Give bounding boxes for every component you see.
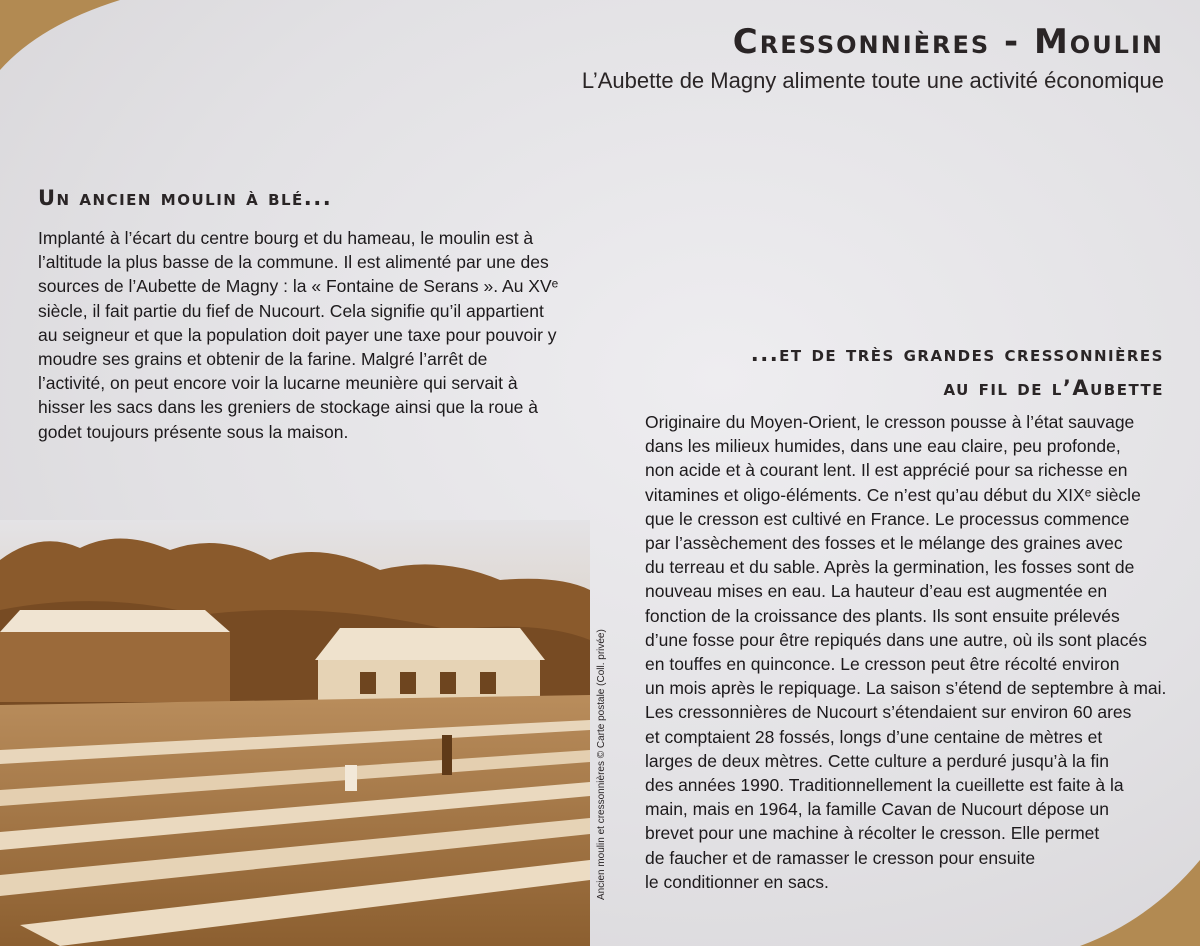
left-text-line: hisser les sacs dans les greniers de stockage ainsi que la roue à — [38, 397, 538, 418]
right-text-line: nouveau mises en eau. La hauteur d’eau est augmentée en — [645, 581, 1108, 602]
right-text-line: des années 1990. Traditionnellement la cueillette est faite à la — [645, 775, 1124, 796]
photo-window — [440, 672, 456, 694]
right-text-line: larges de deux mètres. Cette culture a perduré jusqu’à la fin — [645, 750, 1110, 771]
sepia-photo-mill-watercress — [0, 520, 590, 946]
left-section-text — [38, 226, 583, 444]
left-text-line: au seigneur et que la population doit payer une taxe pour pouvoir y — [38, 324, 557, 345]
page-subtitle: L’Aubette de Magny alimente toute une activité économique — [581, 68, 1164, 93]
photo-window — [360, 672, 376, 694]
right-text-line: vitamines et oligo-éléments. Ce n’est qu’au début du XIXᵉ siècle — [645, 484, 1141, 505]
photo-worker — [345, 765, 357, 791]
right-text-line: brevet pour une machine à récolter le cresson. Elle permet — [645, 823, 1100, 844]
right-section-heading-line1: ...et de très grandes cressonnières — [750, 342, 1164, 366]
left-section-heading: Un ancien moulin à blé... — [38, 186, 333, 210]
photo-credit: Ancien moulin et cressonnières © Carte postale (Coll. privée) — [596, 629, 607, 900]
left-text-line: sources de l’Aubette de Magny : la « Fontaine de Serans ». Au XVᵉ — [38, 276, 559, 297]
photo-window — [400, 672, 416, 694]
right-text-line: de faucher et de ramasser le cresson pour ensuite — [645, 847, 1036, 868]
right-text-line: d’une fosse pour être repiqués dans une autre, où ils sont placés — [645, 629, 1147, 650]
right-section-heading-line2: au fil de l’Aubette — [943, 376, 1164, 400]
right-section-text — [645, 410, 1165, 894]
top-left-corner — [0, 0, 120, 70]
left-text-line: moudre ses grains et obtenir de la farine. Malgré l’arrêt de — [38, 349, 488, 370]
right-text-line: par l’assèchement des fosses et le mélange des graines avec — [645, 533, 1123, 554]
right-text-line: le conditionner en sacs. — [645, 871, 829, 892]
right-text-line: Originaire du Moyen-Orient, le cresson pousse à l’état sauvage — [645, 412, 1135, 432]
page-title: Cressonnières - Moulin — [732, 22, 1164, 62]
right-text-line: en touffes en quinconce. Le cresson peut être récolté environ — [645, 654, 1120, 675]
right-text-line: et comptaient 28 fossés, longs d’une centaine de mètres et — [645, 726, 1103, 747]
left-text-line: siècle, il fait partie du fief de Nucourt. Cela signifie qu’il appartient — [38, 300, 544, 321]
right-text-line: main, mais en 1964, la famille Cavan de Nucourt dépose un — [645, 799, 1110, 820]
left-text-line: Implanté à l’écart du centre bourg et du hameau, le moulin est à — [38, 228, 534, 248]
right-text-line: dans les milieux humides, dans une eau claire, peu profonde, — [645, 436, 1121, 457]
right-text-line: un mois après le repiquage. La saison s’étend de septembre à mai. — [645, 678, 1167, 699]
photo-house-roof — [315, 628, 545, 660]
photo-worker — [442, 735, 452, 775]
left-text-line: godet toujours présente sous la maison. — [38, 421, 349, 442]
right-text-line: non acide et à courant lent. Il est apprécié pour sa richesse en — [645, 460, 1128, 481]
right-text-line: du terreau et du sable. Après la germination, les fosses sont de — [645, 557, 1135, 578]
right-text-line: Les cressonnières de Nucourt s’étendaient sur environ 60 ares — [645, 702, 1132, 723]
right-text-line: que le cresson est cultivé en France. Le processus commence — [645, 508, 1130, 529]
right-text-line: fonction de la croissance des plants. Ils sont ensuite prélevés — [645, 605, 1120, 626]
left-text-line: l’altitude la plus basse de la commune. Il est alimenté par une des — [38, 252, 549, 273]
photo-barn-wall — [0, 632, 230, 702]
photo-barn-roof — [0, 610, 230, 632]
left-text-line: l’activité, on peut encore voir la lucarne meunière qui servait à — [38, 373, 518, 394]
photo-window — [480, 672, 496, 694]
